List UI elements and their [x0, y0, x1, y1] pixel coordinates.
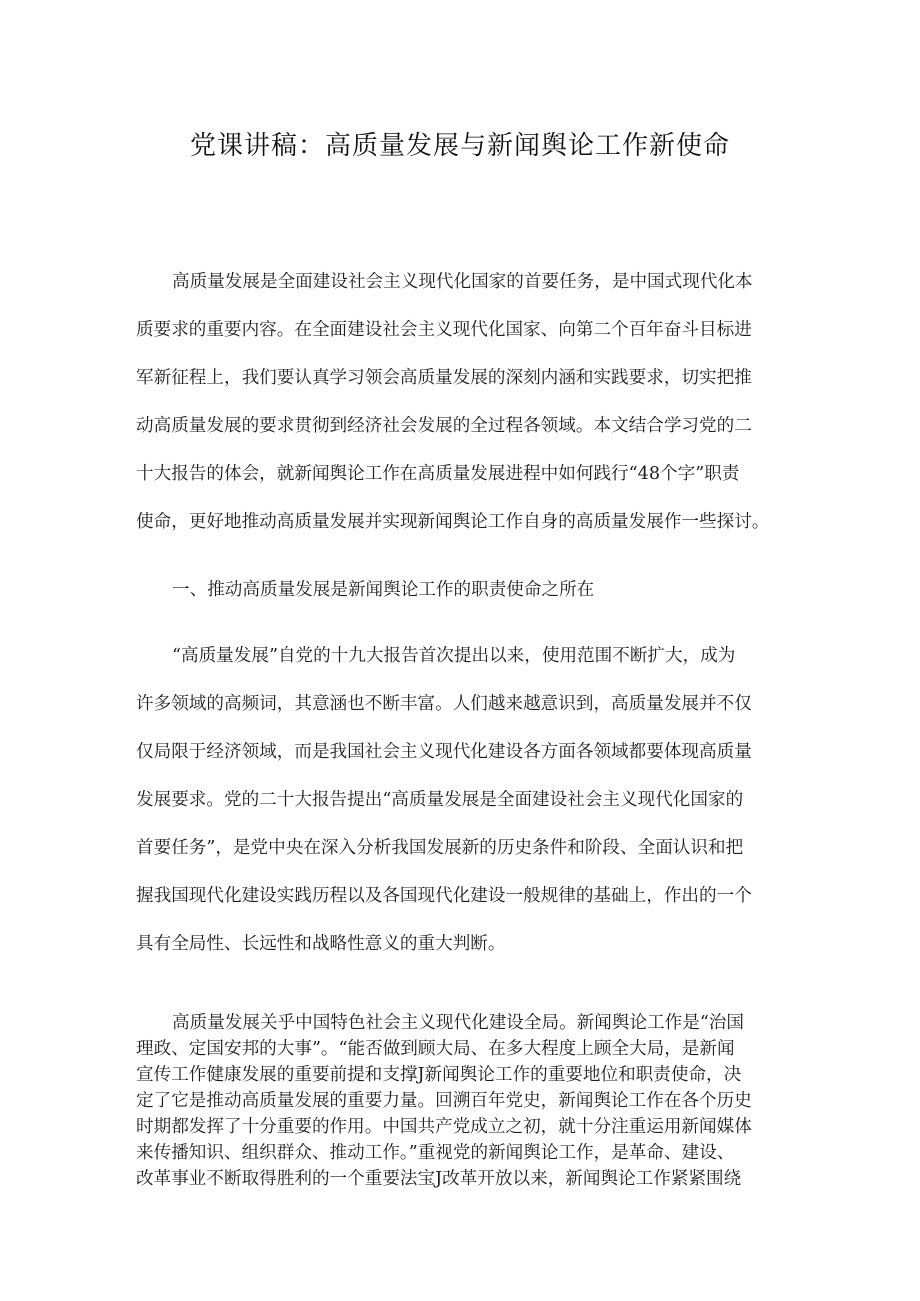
paragraph-line: 发展要求。党的二十大报告提出“高质量发展是全面建设社会主义现代化国家的 [136, 790, 744, 810]
paragraph-line: 改革事业不断取得胜利的一个重要法宝J改革开放以来，新闻舆论工作紧紧围绕 [136, 1169, 742, 1189]
paragraph-line: 质要求的重要内容。在全面建设社会主义现代化国家、向第二个百年奋斗目标进 [136, 320, 752, 340]
paragraph-news-work [136, 1010, 788, 1192]
paragraph-line: 首要任务”，是党中央在深入分析我国发展新的历史条件和阶段、全面认识和把 [136, 838, 744, 858]
heading-line: 一、推动高质量发展是新闻舆论工作的职责使命之所在 [172, 580, 595, 600]
document-title: 党课讲稿：高质量发展与新闻舆论工作新使命 [189, 131, 730, 161]
paragraph-line: “高质量发展”自党的十九大报告首次提出以来，使用范围不断扩大，成为 [172, 646, 736, 666]
paragraph-line: 使命，更好地推动高质量发展并实现新闻舆论工作自身的高质量发展作一些探讨。 [136, 512, 770, 532]
paragraph-line: 军新征程上，我们要认真学习领会高质量发展的深刻内涵和实践要求，切实把推 [136, 368, 752, 388]
paragraph-line: 高质量发展是全面建设社会主义现代化国家的首要任务，是中国式现代化本 [172, 272, 753, 292]
paragraph-line: 宣传工作健康发展的重要前提和支撑J新闻舆论工作的重要地位和职责使命，决 [136, 1065, 742, 1085]
paragraph-line: 具有全局性、长远性和战略性意义的重大判断。 [136, 934, 506, 954]
paragraph-line: 高质量发展关乎中国特色社会主义现代化建设全局。新闻舆论工作是“治国 [172, 1013, 744, 1033]
section-heading [136, 574, 788, 606]
paragraph-line: 时期都发挥了十分重要的作用。中国共产党成立之初，就十分注重运用新闻媒体 [136, 1117, 752, 1137]
paragraph-line: 来传播知识、组织群众、推动工作。”重视党的新闻舆论工作，是革命、建设、 [136, 1143, 735, 1163]
paragraph-intro [136, 266, 788, 554]
paragraph-line: 动高质量发展的要求贯彻到经济社会发展的全过程各领域。本文结合学习党的二 [136, 416, 752, 436]
paragraph-line: 十大报告的体会，就新闻舆论工作在高质量发展进程中如何践行“48个字”职责 [136, 464, 740, 484]
paragraph-line: 理政、定国安邦的大事”。“能否做到顾大局、在多大程度上顾全大局，是新闻 [136, 1039, 735, 1059]
paragraph-line: 定了它是推动高质量发展的重要力量。回溯百年党史，新闻舆论工作在各个历史 [136, 1091, 752, 1111]
paragraph-line: 仅局限于经济领域，而是我国社会主义现代化建设各方面各领域都要体现高质量 [136, 742, 752, 762]
paragraph-line: 握我国现代化建设实践历程以及各国现代化建设一般规律的基础上，作出的一个 [136, 886, 752, 906]
paragraph-high-quality-development [136, 640, 788, 976]
paragraph-line: 许多领域的高频词，其意涵也不断丰富。人们越来越意识到，高质量发展并不仅 [136, 694, 752, 714]
